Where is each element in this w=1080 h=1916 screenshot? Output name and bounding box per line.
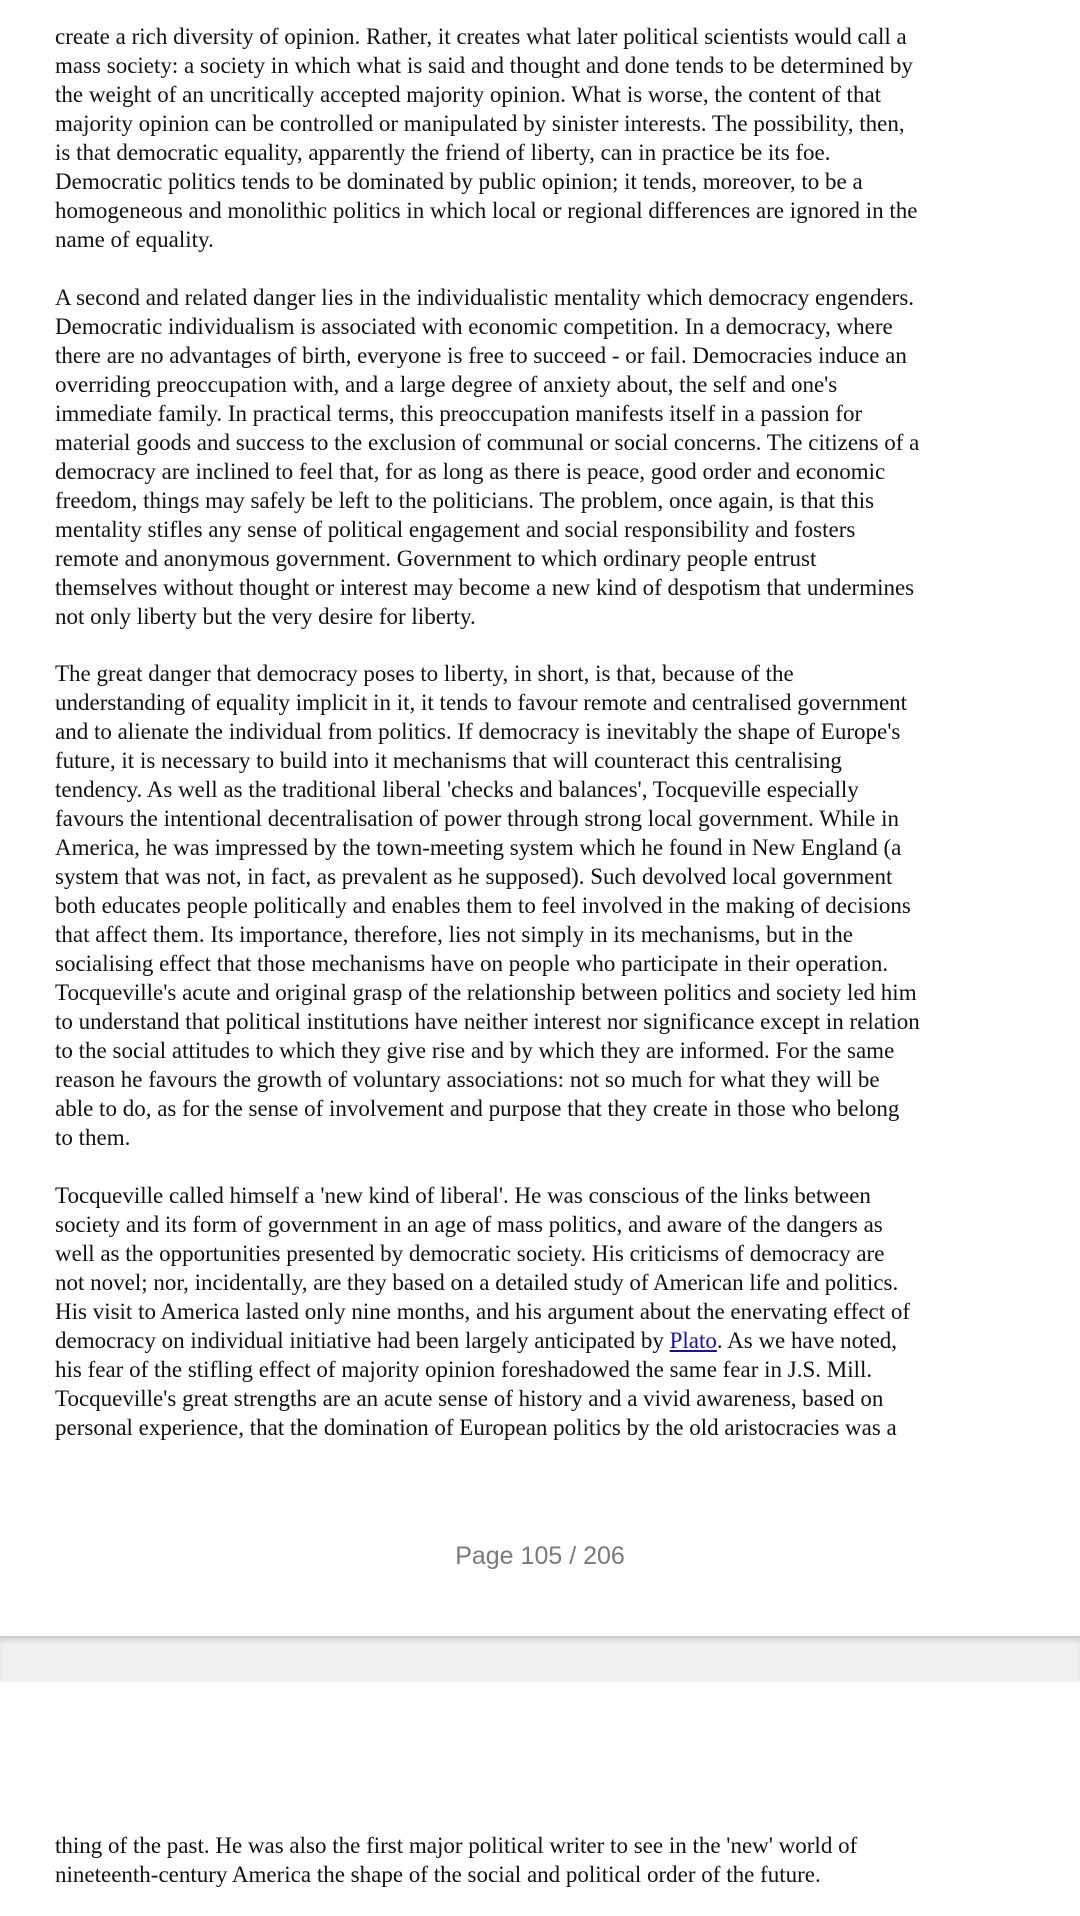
text-line: favours the intentional decentralisation of power through strong local government. While in: [55, 806, 899, 831]
text-line: material goods and success to the exclusion of communal or social concerns. The citizens of a: [55, 430, 920, 455]
paragraph-5: [55, 1831, 1015, 1889]
text-line: Tocqueville's acute and original grasp of the relationship between politics and society led him: [55, 980, 917, 1005]
text-line: Tocqueville's great strengths are an acute sense of history and a vivid awareness, based on: [55, 1386, 884, 1411]
text-line: nineteenth-century America the shape of the social and political order of the future.: [55, 1862, 821, 1887]
text-line: Democratic politics tends to be dominated by public opinion; it tends, moreover, to be a: [55, 169, 863, 194]
text-line: homogeneous and monolithic politics in which local or regional differences are ignored in the: [55, 198, 918, 223]
link-line-prefix: democracy on individual initiative had been largely anticipated by: [55, 1328, 670, 1353]
text-line: majority opinion can be controlled or manipulated by sinister interests. The possibility, then,: [55, 111, 905, 136]
text-line: to the social attitudes to which they give rise and by which they are informed. For the same: [55, 1038, 895, 1063]
text-line: mass society: a society in which what is said and thought and done tends to be determined by: [55, 53, 913, 78]
page-separator: [0, 1636, 1080, 1682]
paragraph-3: [55, 659, 1015, 1152]
text-line: and to alienate the individual from politics. If democracy is inevitably the shape of Europe's: [55, 719, 901, 744]
text-line: personal experience, that the domination of European politics by the old aristocracies was a: [55, 1415, 897, 1440]
text-line: that affect them. Its importance, therefore, lies not simply in its mechanisms, but in the: [55, 922, 853, 947]
text-line: system that was not, in fact, as prevalent as he supposed). Such devolved local government: [55, 864, 893, 889]
text-line: socialising effect that those mechanisms have on people who participate in their operation.: [55, 951, 889, 976]
text-line: to them.: [55, 1125, 131, 1150]
link-line-suffix: . As we have noted,: [716, 1328, 898, 1353]
text-line-with-link: [55, 1326, 1015, 1355]
text-line: overriding preoccupation with, and a large degree of anxiety about, the self and one's: [55, 372, 838, 397]
text-line: not only liberty but the very desire for liberty.: [55, 604, 476, 629]
text-line: themselves without thought or interest may become a new kind of despotism that undermines: [55, 575, 915, 600]
text-line: name of equality.: [55, 227, 214, 252]
text-line: understanding of equality implicit in it, it tends to favour remote and centralised government: [55, 690, 908, 715]
text-line: future, it is necessary to build into it mechanisms that will counteract this centralising: [55, 748, 842, 773]
text-line: remote and anonymous government. Government to which ordinary people entrust: [55, 546, 817, 571]
text-line: to understand that political institutions have neither interest nor significance except in relation: [55, 1009, 920, 1034]
text-line: both educates people politically and enables them to feel involved in the making of decisions: [55, 893, 911, 918]
text-line: the weight of an uncritically accepted majority opinion. What is worse, the content of that: [55, 82, 882, 107]
text-line: his fear of the stifling effect of majority opinion foreshadowed the same fear in J.S. Mill.: [55, 1357, 873, 1382]
text-line: His visit to America lasted only nine months, and his argument about the enervating effect of: [55, 1299, 911, 1324]
text-line: not novel; nor, incidentally, are they based on a detailed study of American life and politics.: [55, 1270, 899, 1295]
text-line: society and its form of government in an age of mass politics, and aware of the dangers as: [55, 1212, 883, 1237]
text-line: A second and related danger lies in the individualistic mentality which democracy engenders.: [55, 285, 915, 310]
text-line: is that democratic equality, apparently the friend of liberty, can in practice be its foe.: [55, 140, 831, 165]
text-line: America, he was impressed by the town-meeting system which he found in New England (a: [55, 835, 902, 860]
text-line: mentality stifles any sense of political engagement and social responsibility and fosters: [55, 517, 856, 542]
text-line: democracy are inclined to feel that, for as long as there is peace, good order and economic: [55, 459, 886, 484]
paragraph-2: [55, 283, 1015, 631]
text-line: Democratic individualism is associated with economic competition. In a democracy, where: [55, 314, 893, 339]
text-line: reason he favours the growth of voluntary associations: not so much for what they will be: [55, 1067, 880, 1092]
plato-link[interactable]: Plato: [669, 1328, 717, 1353]
text-line: tendency. As well as the traditional liberal 'checks and balances', Tocqueville especially: [55, 777, 859, 802]
text-line: able to do, as for the sense of involvement and purpose that they create in those who belong: [55, 1096, 900, 1121]
text-line: thing of the past. He was also the first major political writer to see in the 'new' world of: [55, 1833, 858, 1858]
text-line: well as the opportunities presented by democratic society. His criticisms of democracy are: [55, 1241, 885, 1266]
text-line: immediate family. In practical terms, this preoccupation manifests itself in a passion for: [55, 401, 863, 426]
text-line: The great danger that democracy poses to liberty, in short, is that, because of the: [55, 661, 794, 686]
text-line: freedom, things may safely be left to the politicians. The problem, once again, is that this: [55, 488, 875, 513]
text-line: Tocqueville called himself a 'new kind of liberal'. He was conscious of the links between: [55, 1183, 871, 1208]
page-indicator: Page 105 / 206: [455, 1542, 625, 1570]
paragraph-4: [55, 1181, 1015, 1442]
text-line: there are no advantages of birth, everyone is free to succeed - or fail. Democracies induce an: [55, 343, 907, 368]
paragraph-1: [55, 22, 1015, 254]
text-line: create a rich diversity of opinion. Rather, it creates what later political scientists would call a: [55, 24, 907, 49]
